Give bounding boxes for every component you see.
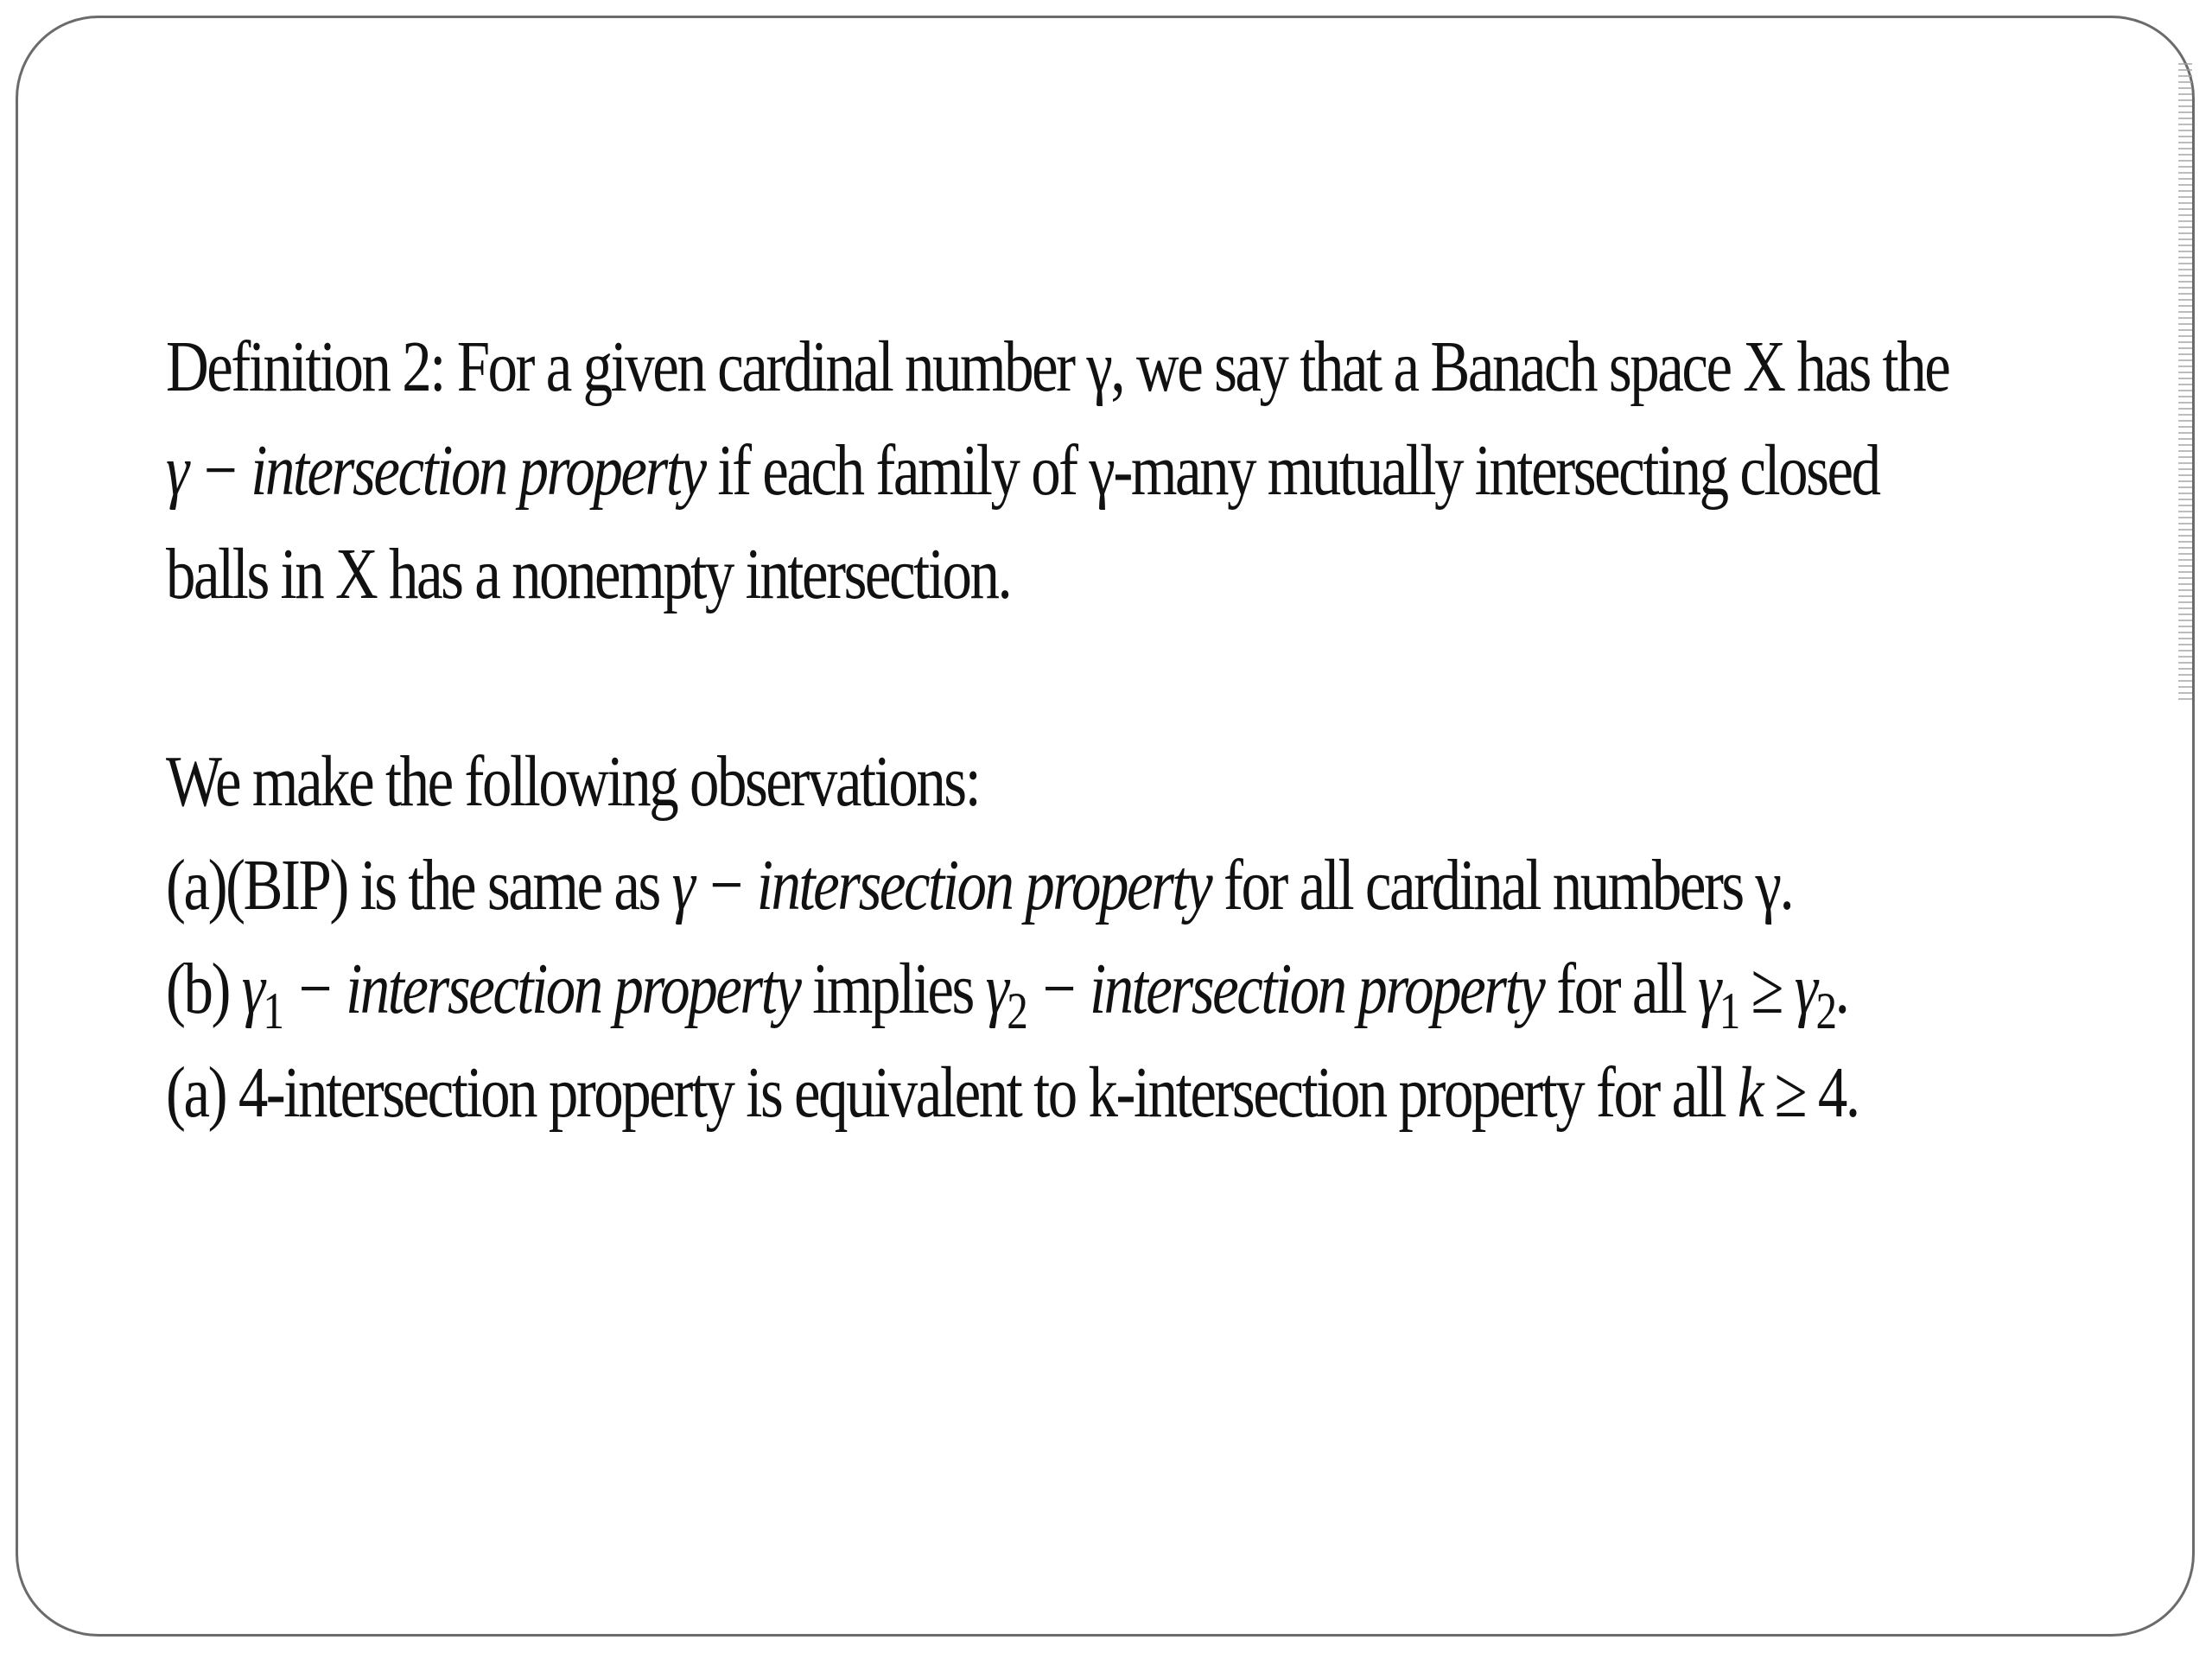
math-symbol: k (1737, 1052, 1763, 1133)
math-term: − intersection property (1026, 949, 1544, 1029)
math-symbol: γ (241, 949, 264, 1029)
observation-text: (b) (166, 949, 242, 1029)
spacer (166, 626, 1753, 730)
definition-line-2 (166, 419, 1879, 523)
observation-c (166, 1041, 1859, 1145)
observations-heading (166, 730, 1753, 834)
subscript: 1 (1719, 982, 1738, 1039)
observation-text: (a)(BIP) is the same as (166, 845, 672, 925)
math-term: γ − intersection property (671, 845, 1211, 925)
observation-text: implies (799, 949, 986, 1029)
math-symbol: γ (1698, 949, 1719, 1029)
definition-line-1 (166, 315, 1949, 419)
observation-text: for all (1543, 949, 1699, 1029)
math-term: − intersection property (282, 949, 800, 1029)
observation-a (166, 834, 1793, 938)
math-symbol: γ (985, 949, 1007, 1029)
subscript: 2 (1007, 982, 1027, 1039)
math-symbol: γ (1794, 949, 1816, 1029)
observation-b (166, 938, 1848, 1041)
subscript: 2 (1815, 982, 1835, 1039)
observation-text: for all cardinal numbers γ. (1211, 845, 1793, 925)
definition-text: if each family of γ-many mutually intersecting closed (704, 430, 1879, 511)
definition-text: balls in X has a nonempty intersection. (166, 534, 1011, 614)
observation-text: . (1834, 949, 1848, 1029)
subscript: 1 (263, 982, 283, 1039)
slide-edge-decoration (2178, 63, 2192, 702)
definition-text: Definition 2: For a given cardinal number γ, we say that a Banach space X has the (166, 327, 1949, 407)
definition-line-3 (166, 523, 1753, 626)
heading-text: We make the following observations: (166, 741, 980, 822)
slide-content (166, 315, 1949, 1145)
gamma-intersection-property-term: γ − intersection property (166, 430, 705, 511)
observation-text: ≥ 4. (1762, 1052, 1859, 1133)
observation-text: (a) 4-intersection property is equivalent to k-intersection property for all (166, 1052, 1738, 1133)
math-operator: ≥ (1738, 949, 1795, 1029)
